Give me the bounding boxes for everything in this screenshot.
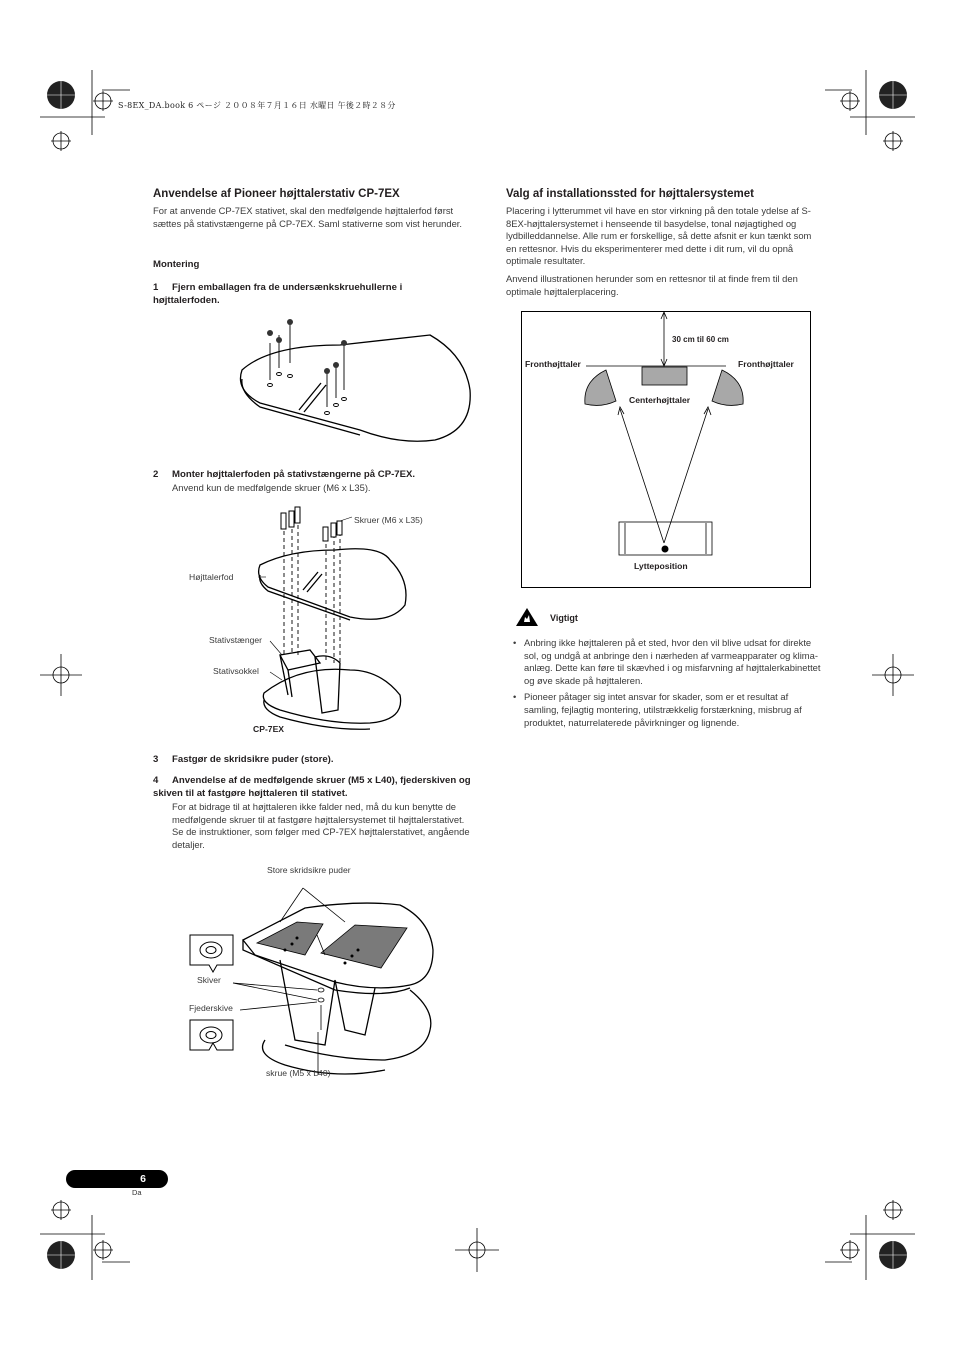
- warning-icon: [515, 607, 539, 627]
- label-center: Centerhøjttaler: [629, 395, 691, 405]
- right-section-title: Valg af installationssted for højttalersystemet: [506, 188, 754, 200]
- step-2-text: Monter højttalerfoden på stativstængerne på CP-7EX.: [172, 469, 416, 480]
- placement-diagram: [521, 311, 811, 588]
- step-4: [153, 775, 471, 800]
- label-front-left: Fronthøjttaler: [525, 359, 581, 369]
- label-rods: Stativstænger: [209, 635, 263, 645]
- label-screws: Skruer (M6 x L35): [354, 515, 423, 525]
- label-screw: skrue (M5 x L40): [266, 1068, 331, 1078]
- label-speaker-base: Højttalerfod: [189, 572, 234, 582]
- important-heading: Vigtigt: [550, 613, 578, 623]
- step-4-text: Anvendelse af de medfølgende skruer (M5 x L40), fjederskiven og skiven til at fastgøre højttaleren til stativet.: [153, 775, 471, 799]
- label-distance: 30 cm til 60 cm: [672, 335, 729, 344]
- label-stand-base: Stativsokkel: [213, 666, 259, 676]
- label-pads: Store skridsikre puder: [267, 865, 351, 875]
- label-front-right: Fronthøjttaler: [738, 359, 794, 369]
- figure-mount-base: [240, 505, 460, 740]
- page-language: Da: [132, 1188, 142, 1197]
- step-3-text: Fastgør de skridsikre puder (store).: [172, 754, 334, 765]
- label-washers: Skiver: [197, 975, 221, 985]
- label-listening: Lytteposition: [634, 561, 688, 571]
- label-model: CP-7EX: [253, 724, 285, 734]
- step-1: [153, 282, 471, 307]
- step-3: [153, 754, 471, 767]
- step-3-number: 3: [153, 754, 159, 765]
- important-item-1: • Anbring ikke højttaleren på et sted, hvor den vil blive udsat for direkte sol, og undgå at anbringe den i nærheden af varmeapparater og klima-anlæg. Dette kan føre til skævhed i og misfarvning af højttalerkabinettet og øve skade på højttaleren.: [506, 637, 824, 687]
- step-1-text: Fjern emballagen fra de undersænkskruehullerne i højttalerfoden.: [153, 282, 403, 306]
- page-number: 6: [140, 1173, 146, 1185]
- step-1-number: 1: [153, 282, 159, 293]
- figure-fasten-speaker: [185, 880, 445, 1100]
- right-para-2: Anvend illustrationen herunder som en rettesnor til at finde frem til den optimale højttalerplacering.: [506, 273, 798, 297]
- step-4-number: 4: [153, 775, 159, 786]
- step-2: [153, 469, 471, 482]
- left-intro: For at anvende CP-7EX stativet, skal den medfølgende højttalerfod først sættes på stativstængerne på CP-7EX. Saml stativerne som vist herunder.: [153, 205, 462, 229]
- file-header: S-8EX_DA.book 6 ページ ２００８年７月１６日 水曜日 午後２時２８分: [118, 101, 396, 110]
- label-spring-washer: Fjederskive: [189, 1003, 233, 1013]
- mounting-heading: Montering: [153, 259, 200, 270]
- step-2-detail: Anvend kun de medfølgende skruer (M6 x L35).: [172, 482, 371, 493]
- important-list: [506, 637, 824, 733]
- important-item-2: • Pioneer påtager sig intet ansvar for skader, som er et resultat af samling, fejlagtig montering, utilstrækkelig forstærkning, misbrug af produktet, naturrelaterede påvirkninger og lignende.: [506, 691, 824, 729]
- step-4-detail: For at bidrage til at højttaleren ikke falder ned, må du kun benytte de medfølgende skruer til at fastgøre højttalersystemet til højttalerstativet. Se de instruktioner, som følger med CP-7EX højttalerstativet, angående detaljer.: [172, 801, 470, 850]
- right-para-1: Placering i lytterummet vil have en stor virkning på den totale ydelse af S-8EX-højttalersystemet i henseende til basydelse, tonal nøjagtighed og lydbilleddannelse. Alle rum er forskellige, så dette afsnit er kun tænkt som en rettesnor. Hvis du eksperimenterer med dette i dit rum, vil du opnå optimale resultater.: [506, 205, 812, 267]
- figure-remove-caps: [230, 315, 490, 445]
- left-section-title: Anvendelse af Pioneer højttalerstativ CP-7EX: [153, 188, 400, 200]
- step-2-number: 2: [153, 469, 159, 480]
